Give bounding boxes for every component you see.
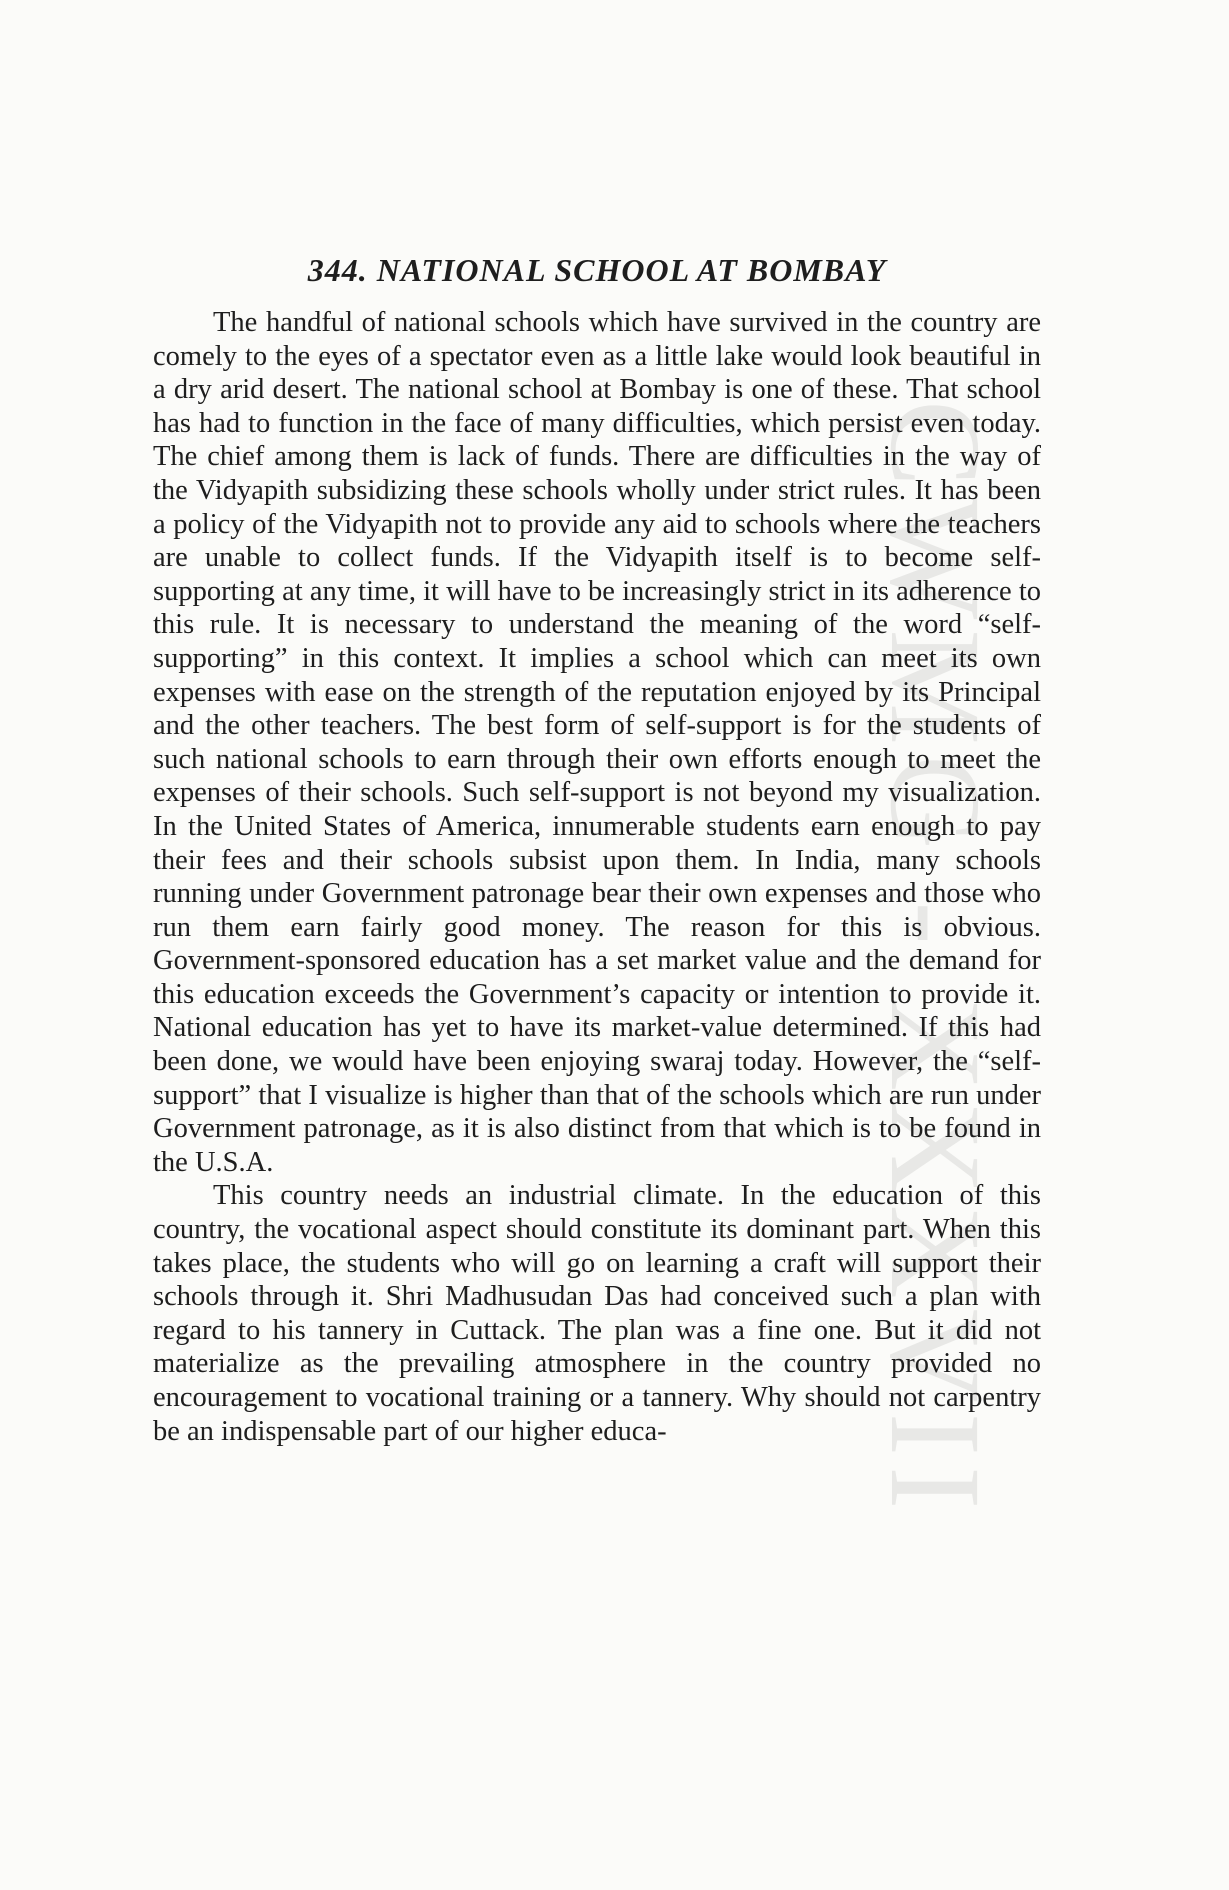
paragraph-1: The handful of national schools which have survived in the country are comely to the eyes of a spectator even as a little lake would look beautiful in a dry arid desert. The national school at Bombay is one of these. That school has had to function in the face of many difficulties, which persist even today. The chief among them is lack of funds. There are difficulties in the way of the Vidyapith subsidizing these schools wholly under strict rules. It has been a policy of the Vidyapith not to provide any aid to schools where the teachers are unable to collect funds. If the Vidyapith itself is to become self-supporting at any time, it will have to be increasingly strict in its adherence to this rule. It is necessary to understand the meaning of the word “self-supporting” in this context. It implies a school which can meet its own expenses with ease on the strength of the reputation enjoyed by its Principal and the other teachers. The best form of self-support is for the students of such national schools to earn through their own efforts enough to meet the expenses of their schools. Such self-support is not beyond my visualization. In the United States of America, innumerable students earn enough to pay their fees and their schools subsist upon them. In India, many schools running under Government patronage bear their own expenses and those who run them earn fairly good money. The reason for this is obvious. Government-sponsored education has a set market value and the demand for this education exceeds the Government’s capacity or intention to provide it. National education has yet to have its market-value determined. If this had been done, we would have been enjoying swaraj today. However, the “self-support” that I visualize is higher than that of the schools which are run under Government patronage, as it is also distinct from that which is to be found in the U.S.A. (153, 307, 1041, 1178)
article-heading: 344. NATIONAL SCHOOL AT BOMBAY (307, 252, 887, 288)
page-content (153, 250, 1041, 1448)
watermark-text: CWMG - XXXVII (863, 400, 1007, 1520)
paragraph-2: This country needs an industrial climate. In the education of this country, the vocational aspect should constitute its dominant part. When this takes place, the students who will go on learning a craft will support their schools through it. Shri Madhusudan Das had conceived such a plan with regard to his tannery in Cuttack. The plan was a fine one. But it did not materialize as the prevailing atmosphere in the country provided no encouragement to vocational training or a tannery. Why should not carpentry be an indispensable part of our higher educa- (153, 1180, 1041, 1447)
